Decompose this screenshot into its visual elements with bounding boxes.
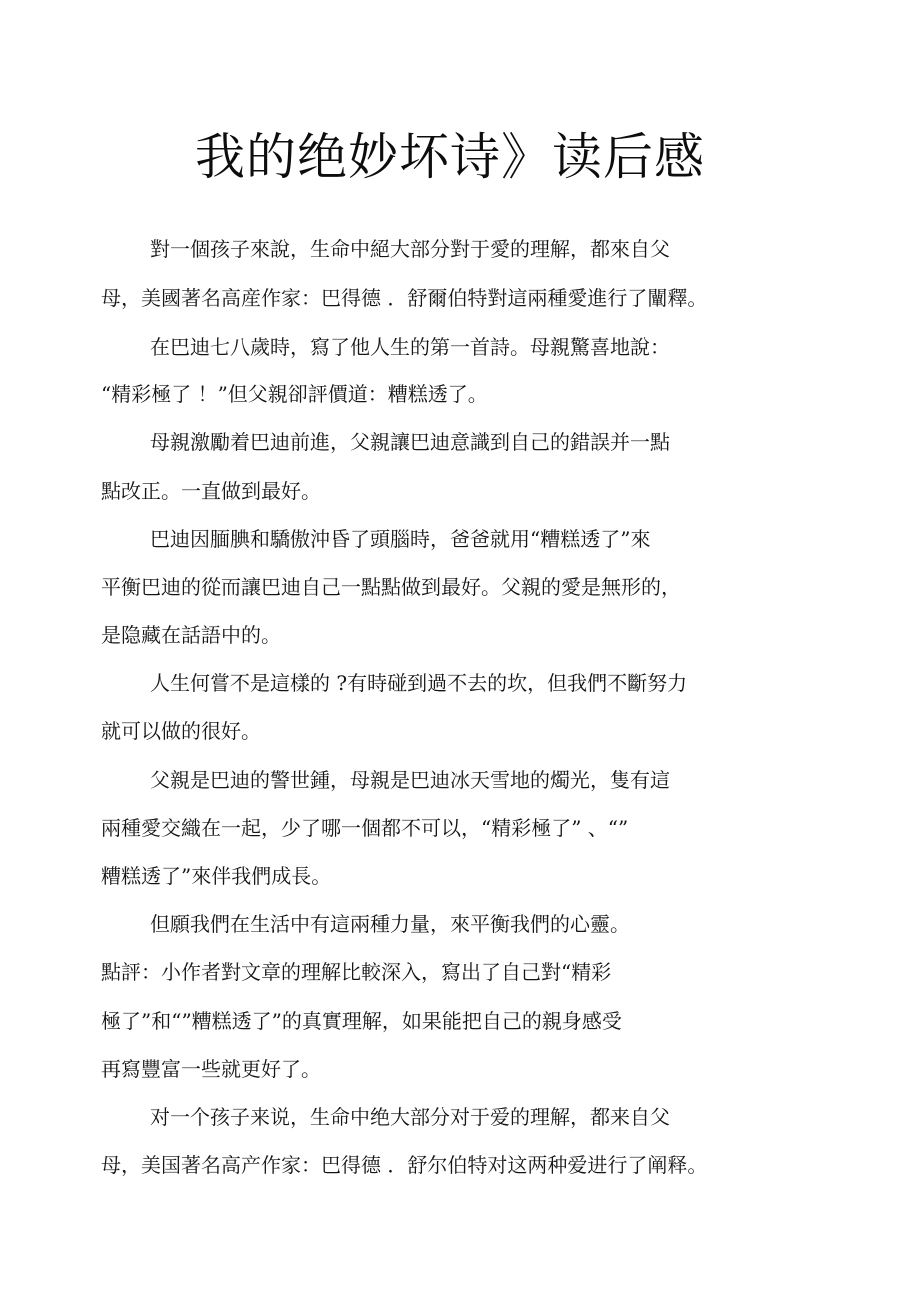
text-line: 母，美國著名高産作家：巴得德 ．舒爾伯特對這兩種愛進行了闡釋。 (101, 286, 708, 310)
text-line: 點改正。一直做到最好。 (101, 479, 321, 503)
text-line: 父親是巴迪的警世鍾，母親是巴迪冰天雪地的燭光，隻有這 (150, 768, 670, 792)
text-line: 对一个孩子来说，生命中绝大部分对于爱的理解，都来自父 (150, 1105, 670, 1129)
document-title: 我的绝妙坏诗》读后感 (195, 128, 705, 186)
text-line: 巴迪因腼腆和驕傲沖昏了頭腦時，爸爸就用“糟糕透了”來 (150, 527, 651, 551)
text-line: “精彩極了 ！”但父親卻評價道：糟糕透了。 (101, 382, 488, 406)
text-line: 再寫豐富一些就更好了。 (101, 1057, 321, 1081)
text-line: 母親激勵着巴迪前進，父親讓巴迪意識到自己的錯誤并一點 (150, 430, 670, 454)
text-line: 平衡巴迪的從而讓巴迪自己一點點做到最好。父親的愛是無形的， (101, 575, 681, 599)
text-line: 極了”和“”糟糕透了”的真實理解，如果能把自己的親身感受 (101, 1009, 622, 1033)
text-line: 點評：小作者對文章的理解比較深入，寫出了自己對“精彩 (101, 960, 612, 984)
text-line: 在巴迪七八歲時，寫了他人生的第一首詩。母親驚喜地說： (150, 335, 670, 359)
text-line: 是隐藏在話語中的。 (101, 623, 281, 647)
text-line: 人生何嘗不是這樣的 ?有時碰到過不去的坎，但我們不斷努力 (150, 671, 688, 695)
text-line: 糟糕透了”來伴我們成長。 (101, 864, 332, 888)
text-line: 對一個孩子來說，生命中絕大部分對于愛的理解，都來自父 (150, 237, 670, 261)
text-line: 兩種愛交織在一起，少了哪一個都不可以，“精彩極了” 、“” (101, 816, 629, 840)
text-line: 就可以做的很好。 (101, 719, 261, 743)
text-line: 母，美国著名高产作家：巴得德 ．舒尔伯特对这两种爱进行了阐释。 (101, 1153, 708, 1177)
text-line: 但願我們在生活中有這兩種力量，來平衡我們的心靈。 (150, 912, 630, 936)
